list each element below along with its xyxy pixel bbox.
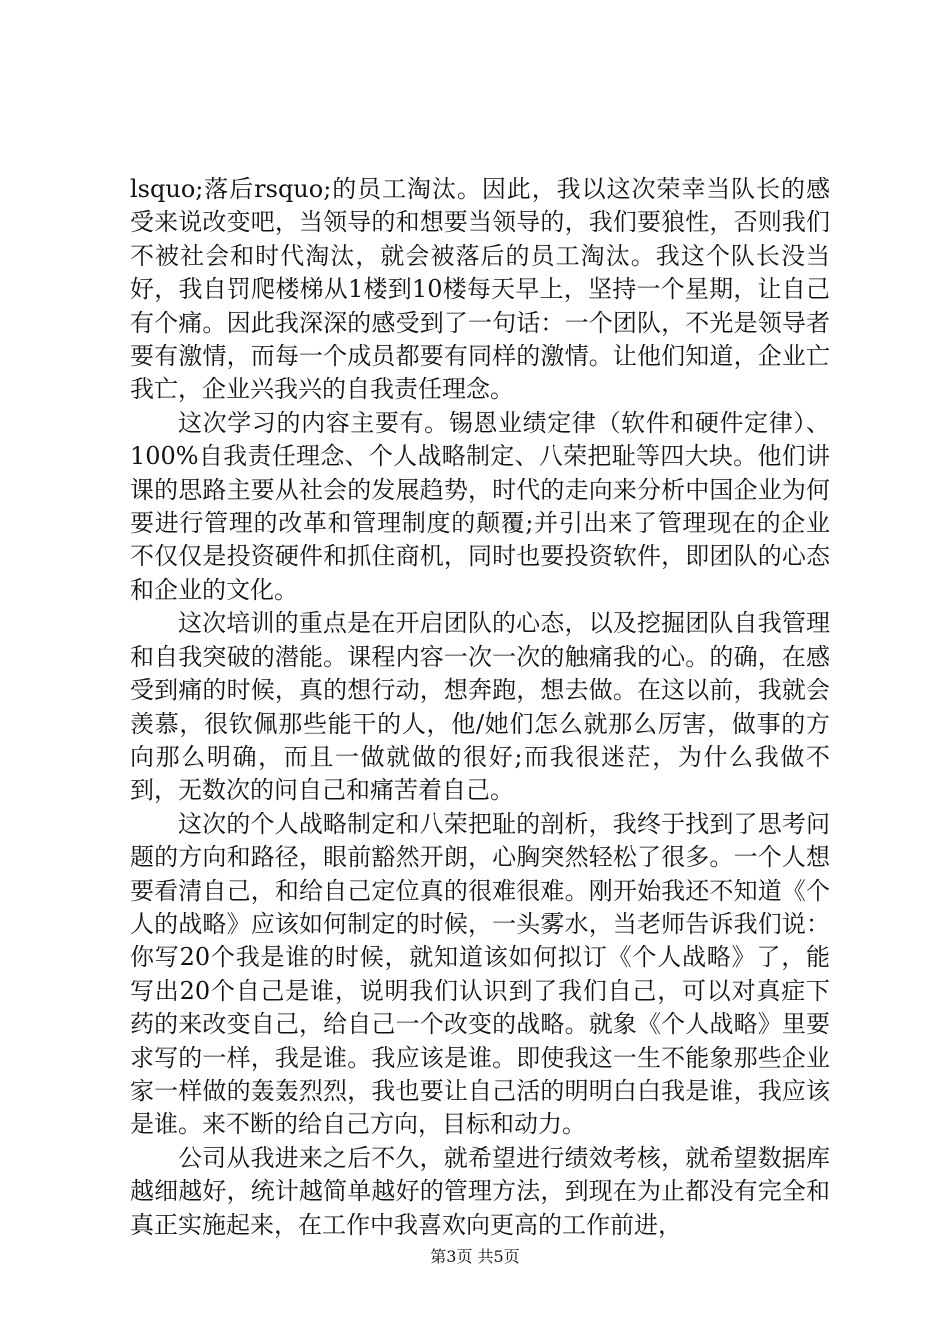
paragraph-4: 这次的个人战略制定和八荣把耻的剖析，我终于找到了思考问题的方向和路径，眼前豁然开朗，心胸突然轻松了很多。一个人想要看清自己，和给自己定位真的很难很难。刚开始我还不知道《个人的战略》应该如何制定的时候，一头雾水，当老师告诉我们说：你写20个我是谁的时候，就知道该如何拟订《个人战略》了，能写出20个自己是谁，说明我们认识到了我们自己，可以对真症下药的来改变自己，给自己一个改变的战略。就象《个人战略》里要求写的一样，我是谁。我应该是谁。即使我这一生不能象那些企业家一样做的轰轰烈烈，我也要让自己活的明明白白我是谁，我应该是谁。来不断的给自己方向，目标和动力。 bbox=[130, 809, 830, 1139]
document-body bbox=[130, 173, 830, 1242]
paragraph-1: lsquo;落后rsquo;的员工淘汰。因此，我以这次荣幸当队长的感受来说改变吧，当领导的和想要当领导的，我们要狼性，否则我们不被社会和时代淘汰，就会被落后的员工淘汰。我这个队长没当好，我自罚爬楼梯从1楼到10楼每天早上，坚持一个星期，让自己有个痛。因此我深深的感受到了一句话：一个团队，不光是领导者要有激情，而每一个成员都要有同样的激情。让他们知道，企业亡我亡，企业兴我兴的自我责任理念。 bbox=[130, 175, 830, 404]
page-footer: 第3页 共5页 bbox=[430, 1247, 520, 1266]
paragraph-5: 公司从我进来之后不久，就希望进行绩效考核，就希望数据库越细越好，统计越简单越好的管理方法，到现在为止都没有完全和真正实施起来，在工作中我喜欢向更高的工作前进， bbox=[130, 1143, 830, 1239]
paragraph-2: 这次学习的内容主要有。锡恩业绩定律（软件和硬件定律）、100%自我责任理念、个人战略制定、八荣把耻等四大块。他们讲课的思路主要从社会的发展趋势，时代的走向来分析中国企业为何要进行管理的改革和管理制度的颠覆;并引出来了管理现在的企业不仅仅是投资硬件和抓住商机，同时也要投资软件，即团队的心态和企业的文化。 bbox=[130, 408, 830, 604]
paragraph-3: 这次培训的重点是在开启团队的心态，以及挖掘团队自我管理和自我突破的潜能。课程内容一次一次的触痛我的心。的确，在感受到痛的时候，真的想行动，想奔跑，想去做。在这以前，我就会羡慕，很钦佩那些能干的人，他/她们怎么就那么厉害，做事的方向那么明确，而且一做就做的很好;而我很迷茫，为什么我做不到，无数次的问自己和痛苦着自己。 bbox=[130, 609, 830, 805]
